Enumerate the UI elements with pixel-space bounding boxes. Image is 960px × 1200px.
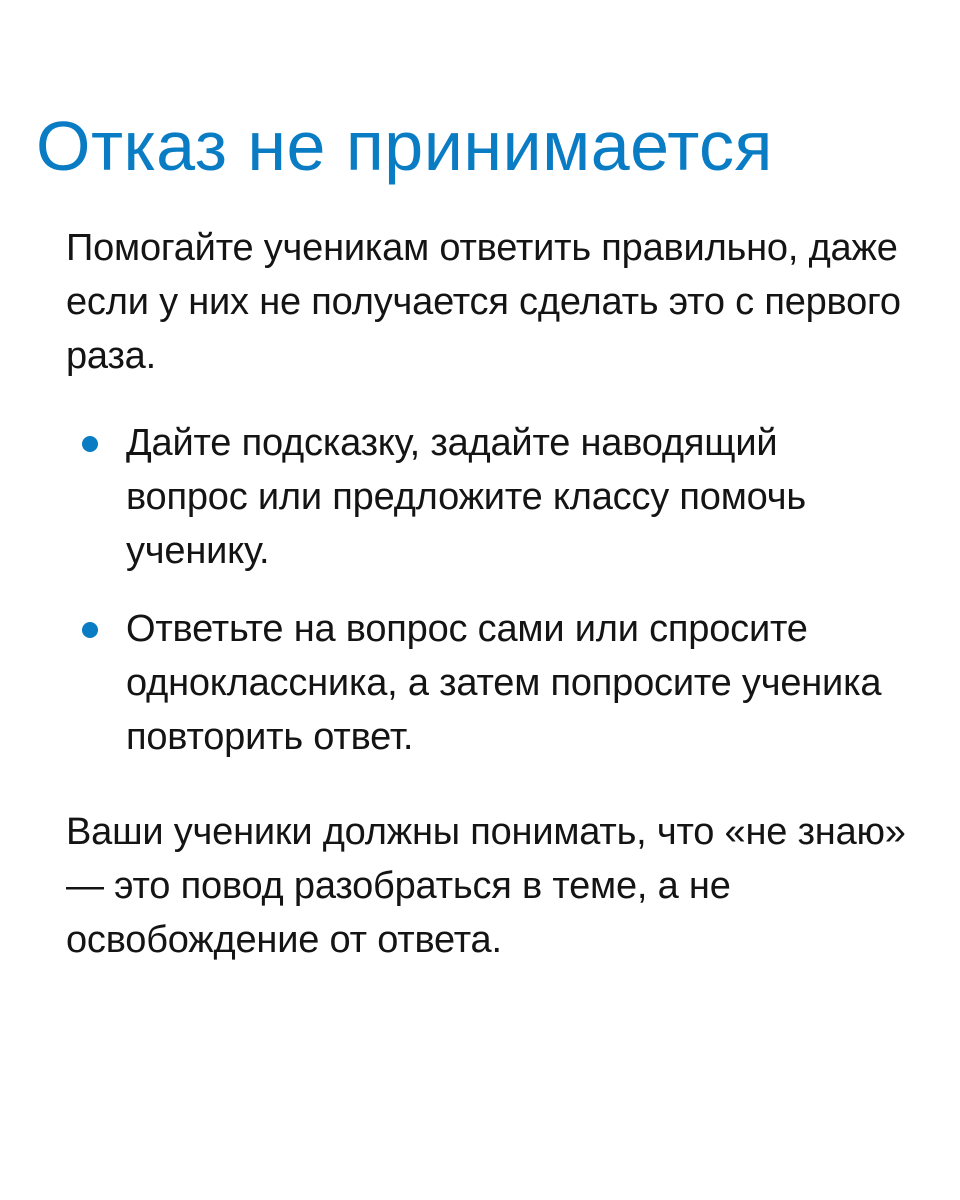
intro-paragraph: Помогайте ученикам ответить правильно, даже если у них не получается сделать это с первого раза. [66,227,901,377]
bullet-item [66,602,926,764]
bullet-list [66,416,926,788]
conclusion-paragraph: Ваши ученики должны понимать, что «не знаю» — это повод разобраться в теме, а не освобождение от ответа. [66,811,906,961]
bullet-dot-icon [82,622,98,638]
bullet-text: Ответьте на вопрос сами или спросите одноклассника, а затем попросите ученика повторить ответ. [126,608,882,758]
bullet-text: Дайте подсказку, задайте наводящий вопрос или предложите классу помочь ученику. [126,422,806,572]
slide-title: Отказ не принимается [36,107,773,185]
bullet-item [66,416,926,578]
bullet-dot-icon [82,436,98,452]
